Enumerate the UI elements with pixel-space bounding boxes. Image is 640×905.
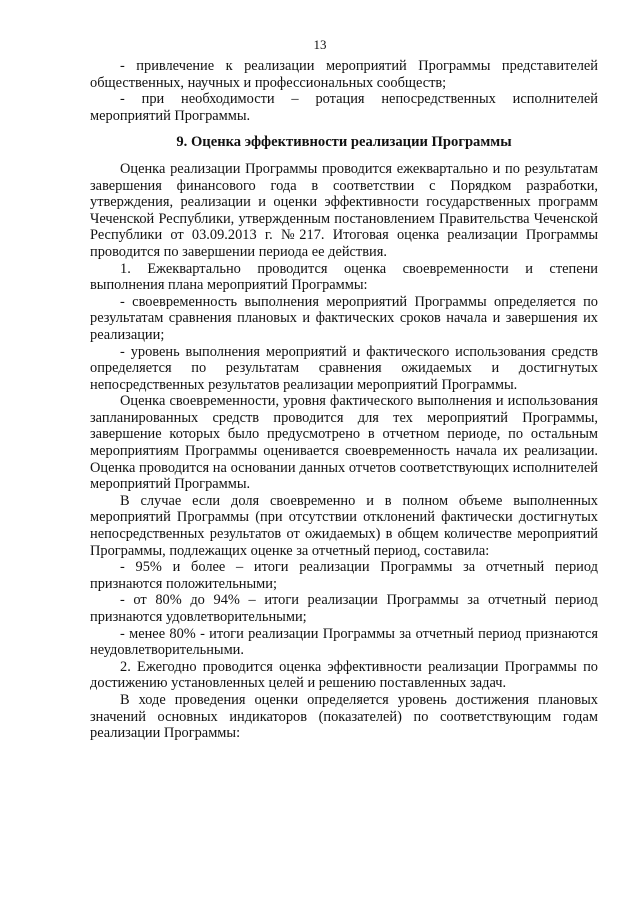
paragraph: - 95% и более – итоги реализации Программы за отчетный период признаются положительными; [90,559,598,592]
paragraph: Оценка своевременности, уровня фактического выполнения и использования запланированных средств проводится для тех мероприятий Программы, завершение которых было предусмотрено в отчетном периоде, по остальным мероприятиям Программы оценивается своевременность начала их реализации. Оценка проводится на основании данных отчетов соответствующих исполнителей мероприятий Программы. [90,393,598,493]
paragraph: - от 80% до 94% – итоги реализации Программы за отчетный период признаются удовлетворительными; [90,592,598,625]
paragraph: В ходе проведения оценки определяется уровень достижения плановых значений основных индикаторов (показателей) по соответствующим годам реализации Программы: [90,691,598,742]
paragraph: - своевременность выполнения мероприятий Программы определяется по результатам сравнения плановых и фактических сроков начала и завершения их реализации; [90,293,598,343]
document-body [90,58,598,742]
paragraph: Оценка реализации Программы проводится ежеквартально и по результатам завершения финансового года в соответствии с Порядком разработки, утверждения, реализации и оценки эффективности государственных программ Чеченской Республики, утвержденным постановлением Правительства Чеченской Республики от 03.09.2013 г. №217. Итоговая оценка реализации Программы проводится по завершении периода ее действия. [90,160,598,260]
paragraph: В случае если доля своевременно и в полном объеме выполненных мероприятий Программы (при отсутствии отклонений фактически достигнутых непосредственных результатов от ожидаемых) в общем количестве мероприятий Программы, подлежащих оценке за отчетный период, составила: [90,492,598,559]
intro-paragraph: - при необходимости – ротация непосредственных исполнителей мероприятий Программы. [90,91,598,124]
intro-paragraph: - привлечение к реализации мероприятий Программы представителей общественных, научных и профессиональных сообществ; [90,58,598,91]
paragraph: 2. Ежегодно проводится оценка эффективности реализации Программы по достижению установленных целей и решению поставленных задач. [90,658,598,692]
section-title: 9. Оценка эффективности реализации Программы [176,134,512,151]
paragraph: - менее 80% - итоги реализации Программы за отчетный период признаются неудовлетворительными. [90,625,598,659]
paragraph: 1. Ежеквартально проводится оценка своевременности и степени выполнения плана мероприятий Программы: [90,260,598,294]
page-number: 13 [313,37,327,52]
paragraph: - уровень выполнения мероприятий и фактического использования средств определяется по результатам сравнения ожидаемых и достигнутых непосредственных результатов реализации мероприятий Программы. [90,343,598,393]
